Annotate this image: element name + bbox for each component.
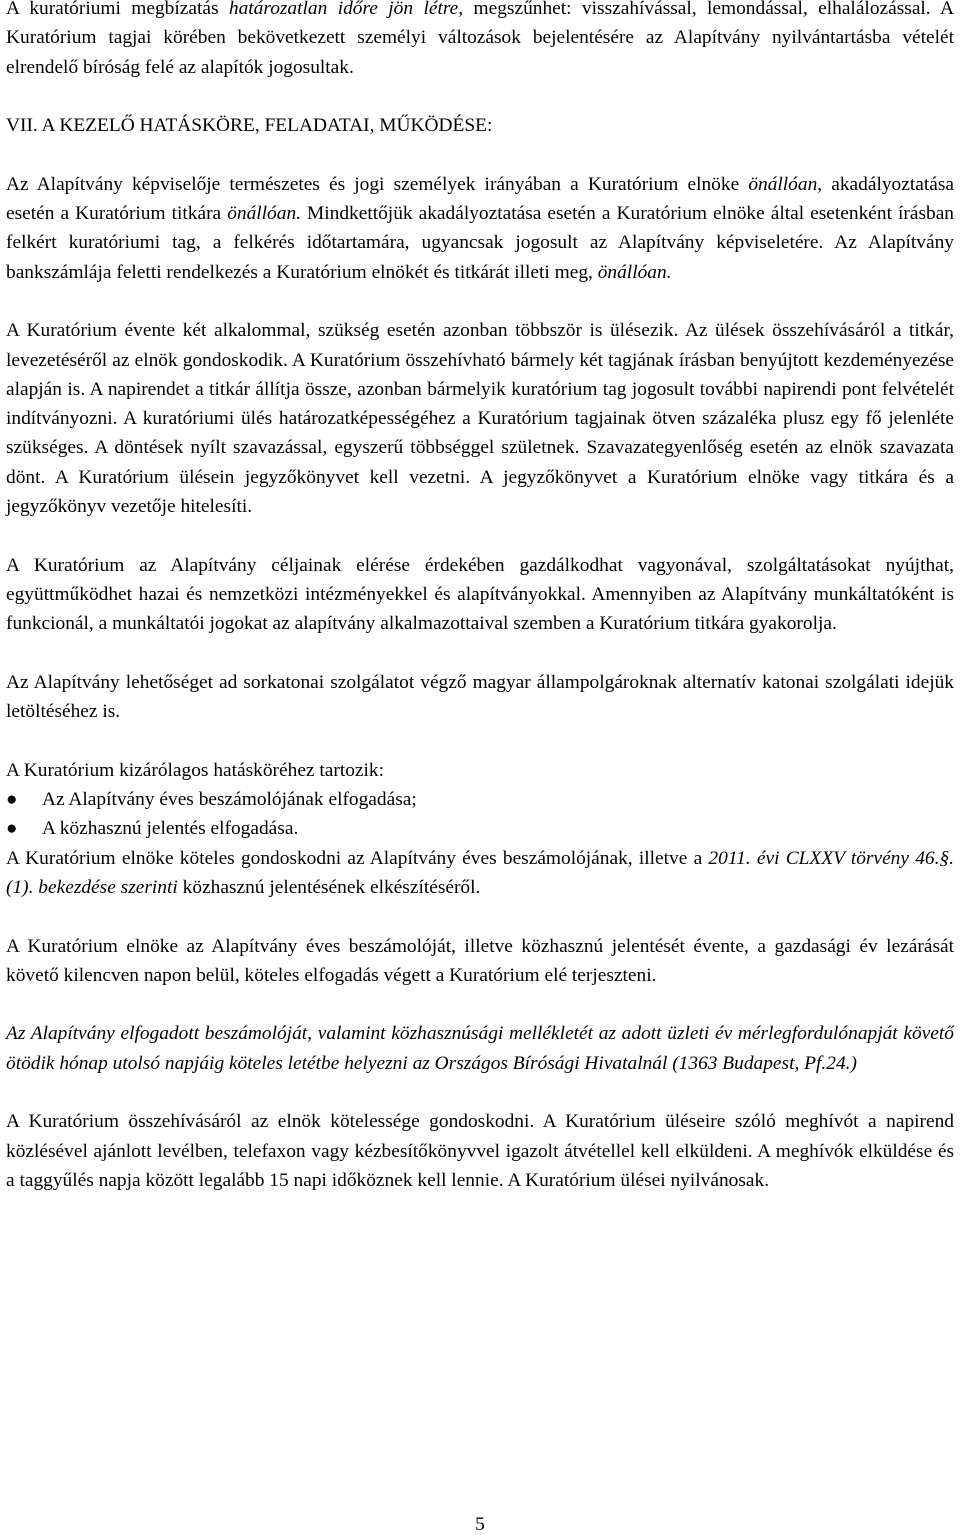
paragraph-assets: A Kuratórium az Alapítvány céljainak elérése érdekében gazdálkodhat vagyonával, szolgáltatásokat nyújthat, együttműködhet hazai és nemzetközi intézményekkel és alapítványokkal. Amennyiben az Alapítvány munkáltatóként is funkcionál, a munkáltatói jogokat az alapítvány alkalmazottaival szemben a Kuratórium titkára gyakorolja. — [6, 554, 954, 635]
paragraph-meetings: A Kuratórium évente két alkalommal, szükség esetén azonban többször is ülésezik. Az ülések összehívásáról a titkár, levezetéséről az elnök gondoskodik. A Kuratórium összehívható bármely két tagjának írásban benyújtott kezdeményezése alapján is. A napirendet a titkár állítja össze, azonban bármelyik kuratórium tag jogosult további napirendi pont felvételét indítványozni. A kuratóriumi ülés határozatképességéhez a Kuratórium tagjainak ötven százaléka plusz egy fő jelenléte szükséges. A döntések nyílt szavazással, egyszerű többséggel születnek. Szavazategyenlőség esetén az elnök szavazata dönt. A Kuratórium ülésein jegyzőkönyvet kell vezetni. A jegyzőkönyvet a Kuratórium elnöke vagy titkára és a jegyzőkönyv vezetője hitelesíti. — [6, 320, 954, 518]
paragraph-trustee-mandate: A kuratóriumi megbízatás határozatlan időre jön létre, megszűnhet: visszahívással, lemondással, elhalálozással. A Kuratórium tagjai körében bekövetkezett személyi változások bejelentésére az Alapítvány nyilvántartásba vételét elrendelő bíróság felé az alapítók jogosultak. — [6, 0, 954, 78]
paragraph-representation: Az Alapítvány képviselője természetes és jogi személyek irányában a Kuratórium elnöke önállóan, akadályoztatása esetén a Kuratórium titkára önállóan. Mindkettőjük akadályoztatása esetén a Kuratórium elnöke által esetenként írásban felkért kuratóriumi tag, a felkérés időtartamára, ugyancsak jogosult az Alapítvány képviseletére. Az Alapítvány bankszámlája feletti rendelkezés a Kuratórium elnökét és titkárát illeti meg, önállóan. — [6, 173, 954, 283]
bullet-icon: ● — [6, 789, 18, 811]
exclusive-competence-intro: A Kuratórium kizárólagos hatásköréhez tartozik: — [6, 759, 384, 781]
paragraph-report-obligation: A Kuratórium elnöke köteles gondoskodni az Alapítvány éves beszámolójának, illetve a 2011. évi CLXXV törvény 46.§.(1). bekezdése szerinti közhasznú jelentésének elkészítéséről. — [6, 847, 954, 898]
list-item: ● A közhasznú jelentés elfogadása. — [6, 814, 954, 843]
paragraph-report-submission: A Kuratórium elnöke az Alapítvány éves beszámolóját, illetve közhasznú jelentését évente, a gazdasági év lezárását követő kilencven napon belül, köteles elfogadás végett a Kuratórium elé terjeszteni. — [6, 935, 954, 986]
list-item: ● Az Alapítvány éves beszámolójának elfogadása; — [6, 785, 954, 814]
bullet-icon: ● — [6, 818, 18, 840]
document-page — [6, 0, 954, 1224]
page-number: 5 — [475, 1514, 485, 1535]
section-heading: VII. A KEZELŐ HATÁSKÖRE, FELADATAI, MŰKÖDÉSE: — [6, 115, 493, 137]
exclusive-competence-list — [6, 785, 954, 844]
paragraph-report-deposit: Az Alapítvány elfogadott beszámolóját, valamint közhasznúsági mellékletét az adott üzleti év mérlegfordulónapját követő ötödik hónap utolsó napjáig köteles letétbe helyezni az Országos Bírósági Hivatalnál (1363 Budapest, Pf.24.) — [6, 1023, 954, 1074]
paragraph-military-service: Az Alapítvány lehetőséget ad sorkatonai szolgálatot végző magyar állampolgároknak alternatív katonai szolgálati idejük letöltéséhez is. — [6, 671, 954, 723]
paragraph-convening: A Kuratórium összehívásáról az elnök kötelessége gondoskodni. A Kuratórium üléseire szóló meghívót a napirend közlésével ajánlott levélben, telefaxon vagy kézbesítőkönyvvel igazolt átvétellel kell elküldeni. A meghívók elküldése és a taggyűlés napja között legalább 15 napi időköznek kell lennie. A Kuratórium ülései nyilvánosak. — [6, 1111, 954, 1191]
